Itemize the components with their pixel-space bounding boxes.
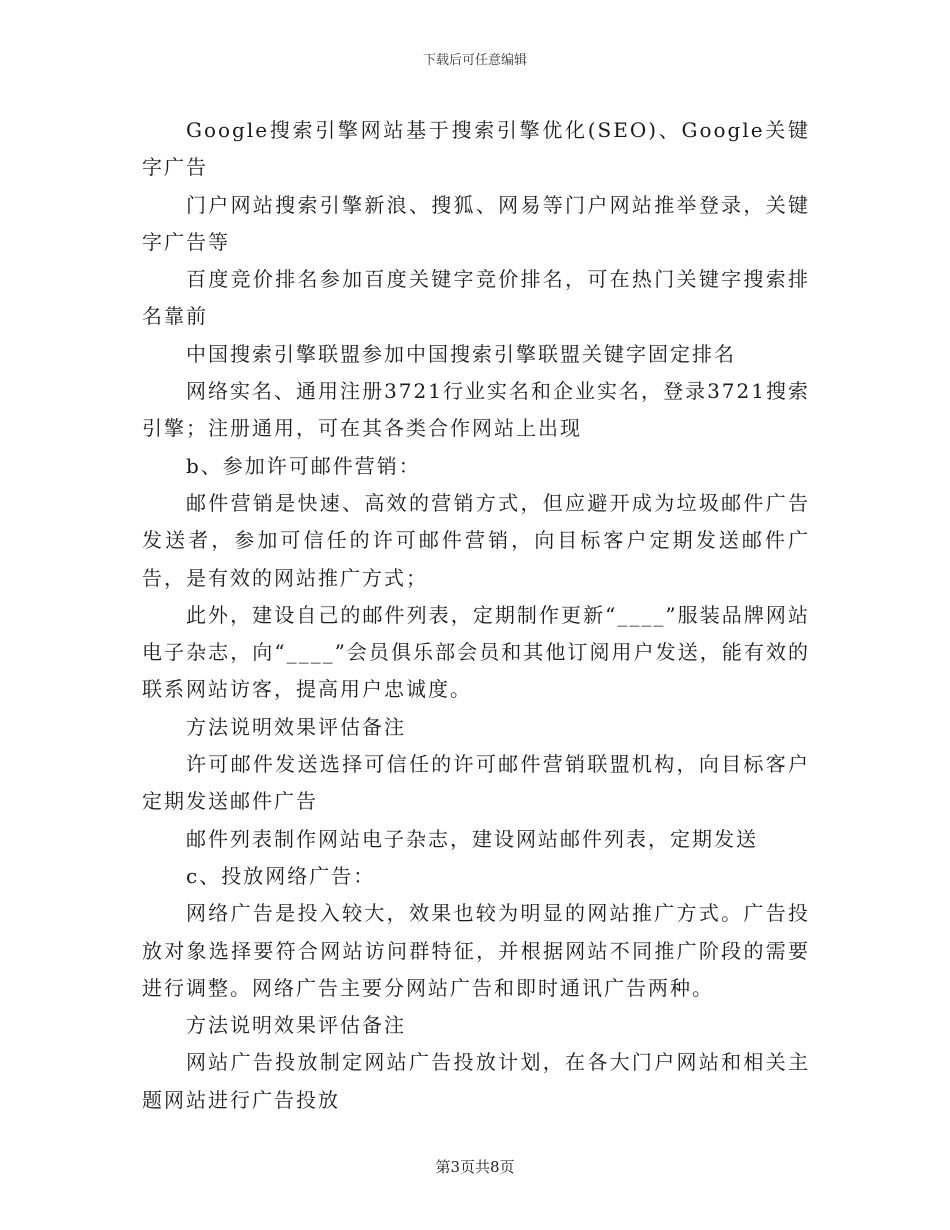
paragraph-network-ads: 网络广告是投入较大，效果也较为明显的网站推广方式。广告投放对象选择要符合网站访问群特征，并根据网站不同推广阶段的需要进行调整。网络广告主要分网站广告和即时通讯广告两种。 [142, 901, 810, 1000]
paragraph-email-marketing: 邮件营销是快速、高效的营销方式，但应避开成为垃圾邮件广告发送者，参加可信任的许可邮件营销，向目标客户定期发送邮件广告，是有效的网站推广方式； [142, 490, 810, 590]
page-number: 第3页共8页 [435, 1158, 515, 1176]
paragraph-site-ads: 网站广告投放制定网站广告投放计划，在各大门户网站和相关主题网站进行广告投放 [142, 1050, 810, 1112]
paragraph-baidu-ranking: 百度竞价排名参加百度关键字竞价排名，可在热门关键字搜索排名靠前 [142, 267, 810, 329]
paragraph-email-list-production: 邮件列表制作网站电子杂志，建设网站邮件列表，定期发送 [186, 826, 758, 851]
paragraph-google-seo: Google搜索引擎网站基于搜索引擎优化(SEO)、Google关键字广告 [142, 118, 810, 180]
document-body [142, 112, 810, 1119]
table-header-email: 方法说明效果评估备注 [186, 714, 406, 739]
paragraph-network-realname: 网络实名、通用注册3721行业实名和企业实名，登录3721搜索引擎；注册通用，可在其各类合作网站上出现 [142, 379, 810, 441]
paragraph-china-search-alliance: 中国搜索引擎联盟参加中国搜索引擎联盟关键字固定排名 [186, 341, 736, 366]
section-heading-network-ads: c、投放网络广告： [186, 863, 376, 888]
table-header-ads: 方法说明效果评估备注 [186, 1013, 406, 1038]
paragraph-permission-email: 许可邮件发送选择可信任的许可邮件营销联盟机构，向目标客户定期发送邮件广告 [142, 752, 810, 814]
section-heading-email-marketing: b、参加许可邮件营销： [186, 453, 421, 478]
paragraph-portal-search: 门户网站搜索引擎新浪、搜狐、网易等门户网站推举登录，关键字广告等 [142, 192, 810, 254]
page-header-note: 下载后可任意编辑 [422, 53, 527, 68]
paragraph-mailing-list: 此外，建设自己的邮件列表，定期制作更新“____”服装品牌网站电子杂志，向“____”会员俱乐部会员和其他订阅用户发送，能有效的联系网站访客，提高用户忠诚度。 [142, 602, 810, 702]
